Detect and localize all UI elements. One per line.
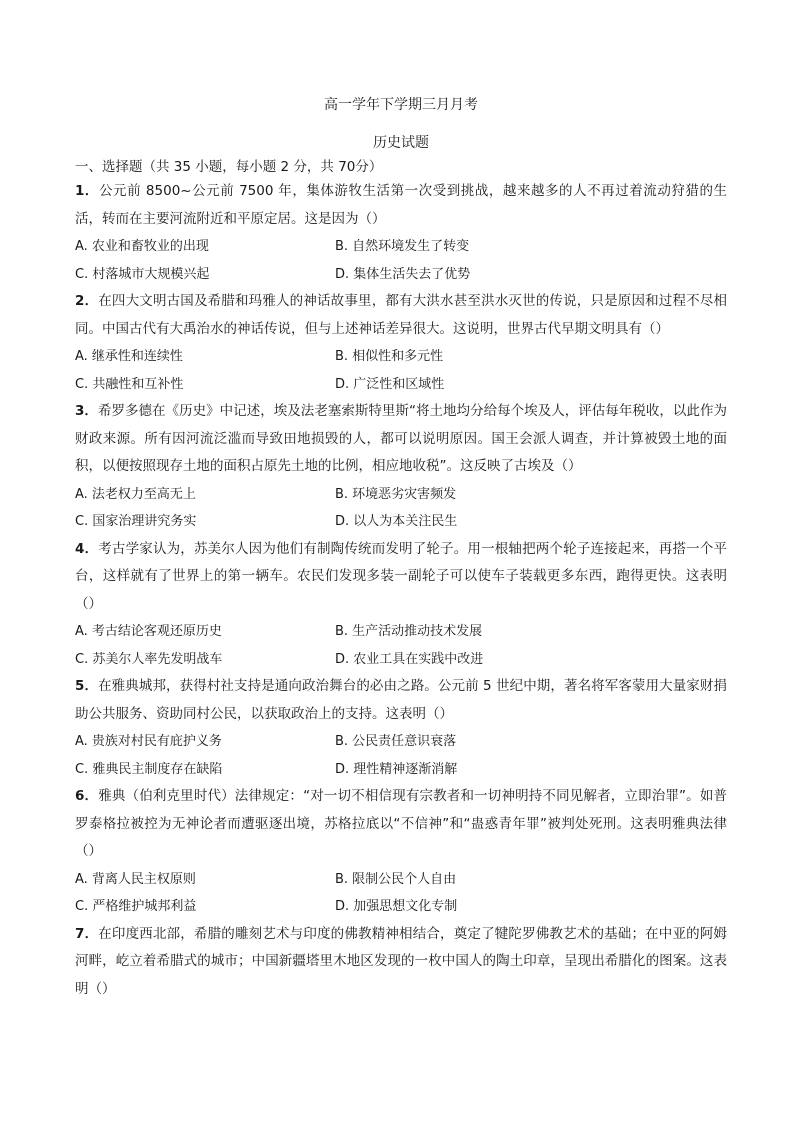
answer-option[interactable]: B. 公民责任意识衰落 — [335, 734, 457, 749]
question-stem — [75, 536, 727, 619]
question-number: 5． — [75, 678, 99, 694]
question-6 — [75, 783, 727, 921]
question-stem — [75, 673, 727, 728]
answer-option[interactable]: C. 严格维护城邦利益 — [75, 899, 197, 914]
question-2 — [75, 288, 727, 398]
question-4 — [75, 536, 727, 674]
answer-option[interactable]: C. 国家治理讲究务实 — [75, 514, 197, 529]
question-stem — [75, 921, 727, 1004]
question-5 — [75, 673, 727, 783]
question-text: 考古学家认为，苏美尔人因为他们有制陶传统而发明了轮子。用一根轴把两个轮子连接起来，再搭一个平台，这样就有了世界上的第一辆车。农民们发现多装一副轮子可以使车子装载更多东西，跑得更快。这表明（） — [75, 540, 727, 612]
question-stem — [75, 288, 727, 343]
answer-option[interactable]: B. 生产活动推动技术发展 — [335, 624, 483, 639]
question-text: 公元前 8500~公元前 7500 年，集体游牧生活第一次受到挑战，越来越多的人不再过着流动狩猎的生活，转而在主要河流附近和平原定居。这是因为（） — [75, 183, 727, 227]
question-number: 2． — [75, 293, 99, 309]
answer-option[interactable]: A. 法老权力至高无上 — [75, 486, 196, 502]
answer-option[interactable]: C. 共融性和互补性 — [75, 376, 184, 392]
question-stem — [75, 398, 727, 481]
answer-option[interactable]: D. 理性精神逐渐消解 — [335, 761, 458, 777]
question-text: 雅典（伯利克里时代）法律规定：“对一切不相信现有宗教者和一切神明持不同见解者，立即治罪”。如普罗泰格拉被控为无神论者而遭驱逐出境，苏格拉底以“不信神”和“蛊惑青年罪”被判处死刑。这表明雅典法律（） — [75, 788, 727, 859]
answer-option[interactable]: A. 农业和畜牧业的出现 — [75, 239, 209, 254]
question-stem — [75, 178, 727, 233]
exam-subject: 历史试题 — [373, 135, 429, 151]
question-1 — [75, 178, 727, 288]
answer-option[interactable]: D. 集体生活失去了优势 — [335, 266, 471, 282]
answer-option[interactable]: C. 苏美尔人率先发明战车 — [75, 651, 223, 667]
answer-option[interactable]: D. 广泛性和区域性 — [335, 376, 445, 392]
exam-title: 高一学年下学期三月月考 — [324, 97, 478, 113]
answer-option[interactable]: C. 雅典民主制度存在缺陷 — [75, 761, 223, 777]
answer-option[interactable]: B. 自然环境发生了转变 — [335, 239, 470, 254]
question-number: 4． — [75, 540, 99, 557]
answer-option[interactable]: B. 环境恶劣灾害频发 — [335, 486, 457, 502]
answer-options — [75, 866, 727, 921]
answer-option[interactable]: B. 限制公民个人自由 — [335, 871, 457, 887]
question-text: 在四大文明古国及希腊和玛雅人的神话故事里，都有大洪水甚至洪水灭世的传说，只是原因和过程不尽相同。中国古代有大禹治水的神话传说，但与上述神话差异很大。这说明，世界古代早期文明具有（） — [75, 293, 727, 337]
question-number: 3． — [75, 403, 98, 419]
question-stem — [75, 783, 727, 866]
question-text: 在雅典城邦，获得村社支持是通向政治舞台的必由之路。公元前 5 世纪中期，著名将军客蒙用大量家财捐助公共服务、资助同村公民，以获取政治上的支持。这表明（） — [75, 678, 727, 722]
answer-option[interactable]: D. 加强思想文化专制 — [335, 899, 458, 914]
answer-options — [75, 481, 727, 536]
answer-options — [75, 618, 727, 673]
question-list — [75, 178, 727, 1003]
answer-option[interactable]: A. 考古结论客观还原历史 — [75, 624, 222, 639]
answer-option[interactable]: D. 农业工具在实践中改进 — [335, 651, 484, 667]
answer-option[interactable]: A. 贵族对村民有庇护义务 — [75, 734, 222, 749]
question-number: 7． — [75, 925, 99, 942]
question-number: 1． — [75, 183, 99, 199]
question-text: 希罗多德在《历史》中记述，埃及法老塞索斯特里斯“将土地均分给每个埃及人，评估每年税收，以此作为财政来源。所有因河流泛滥而导致田地损毁的人，都可以说明原因。国王会派人调查，并计算被毁土地的面积，以便按照现存土地的面积占原先土地的比例，相应地收税”。这反映了古埃及（） — [75, 403, 727, 474]
question-3 — [75, 398, 727, 536]
answer-option[interactable]: A. 继承性和连续性 — [75, 349, 183, 364]
answer-options — [75, 343, 727, 398]
answer-option[interactable]: B. 相似性和多元性 — [335, 349, 444, 364]
answer-option[interactable]: A. 背离人民主权原则 — [75, 871, 196, 887]
question-number: 6． — [75, 788, 99, 804]
answer-options — [75, 728, 727, 783]
answer-options — [75, 233, 727, 288]
question-7 — [75, 921, 727, 1004]
section-header: 一、选择题（共 35 小题，每小题 2 分，共 70分） — [75, 159, 383, 175]
answer-option[interactable]: D. 以人为本关注民生 — [335, 514, 458, 529]
answer-option[interactable]: C. 村落城市大规模兴起 — [75, 266, 210, 282]
question-text: 在印度西北部，希腊的雕刻艺术与印度的佛教精神相结合，奠定了犍陀罗佛教艺术的基础；在中亚的阿姆河畔，屹立着希腊式的城市；中国新疆塔里木地区发现的一枚中国人的陶土印章，呈现出希腊化的图案。这表明（） — [75, 925, 727, 997]
